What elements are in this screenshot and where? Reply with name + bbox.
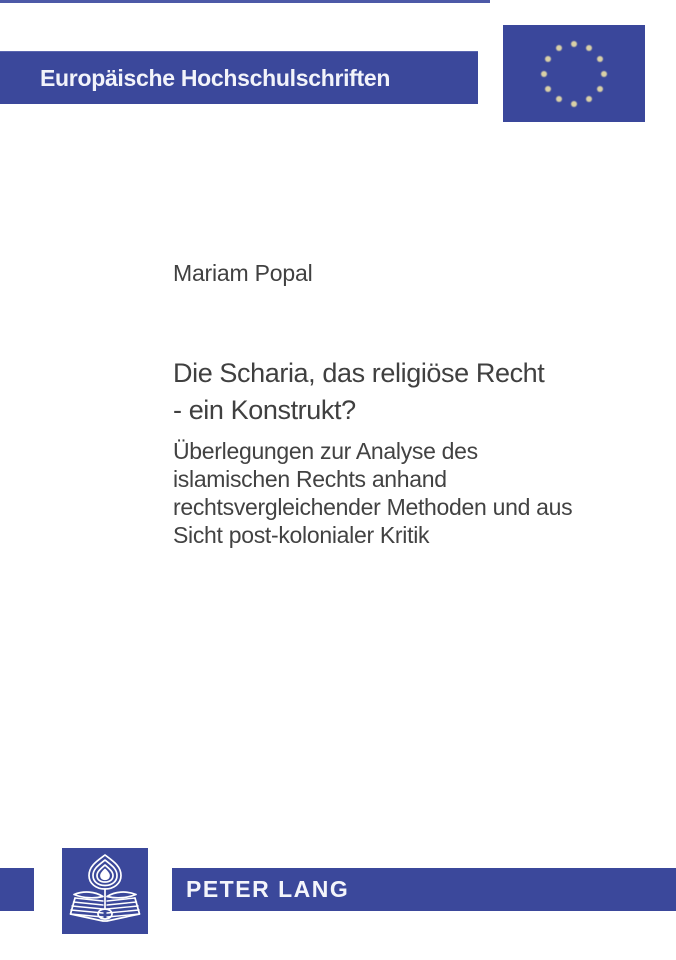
book-title-line-2: - ein Konstrukt?	[173, 395, 356, 425]
eu-flag-star	[541, 71, 547, 77]
eu-flag-star	[545, 86, 551, 92]
subtitle-line-3: rechtsvergleichender Methoden und aus	[173, 494, 573, 520]
bottom-left-bar-segment	[0, 868, 34, 911]
eu-flag-star	[597, 86, 603, 92]
peter-lang-logo	[62, 848, 148, 934]
tree-book-emblem-icon	[62, 848, 148, 934]
subtitle-line-2: islamischen Rechts anhand	[173, 466, 447, 492]
eu-flag-star	[597, 56, 603, 62]
series-title: Europäische Hochschulschriften	[40, 64, 391, 91]
eu-flag-star	[586, 45, 592, 51]
eu-flag-icon	[503, 25, 645, 122]
eu-flag-star	[601, 71, 607, 77]
eu-flag-star	[571, 101, 577, 107]
eu-flag-star	[571, 41, 577, 47]
book-subtitle	[173, 437, 572, 549]
eu-flag-star	[586, 96, 592, 102]
eu-flag-star	[556, 96, 562, 102]
eu-flag-star	[545, 56, 551, 62]
author-name: Mariam Popal	[173, 260, 313, 286]
publisher-bar	[172, 868, 676, 911]
publisher-name: PETER LANG	[186, 876, 350, 902]
eu-flag-star	[556, 45, 562, 51]
subtitle-line-1: Überlegungen zur Analyse des	[173, 438, 478, 464]
book-title-line-1: Die Scharia, das religiöse Recht	[173, 358, 545, 388]
book-title	[173, 355, 544, 429]
subtitle-line-4: Sicht post-kolonialer Kritik	[173, 522, 430, 548]
top-edge-rule	[0, 0, 490, 3]
series-banner	[0, 51, 478, 104]
